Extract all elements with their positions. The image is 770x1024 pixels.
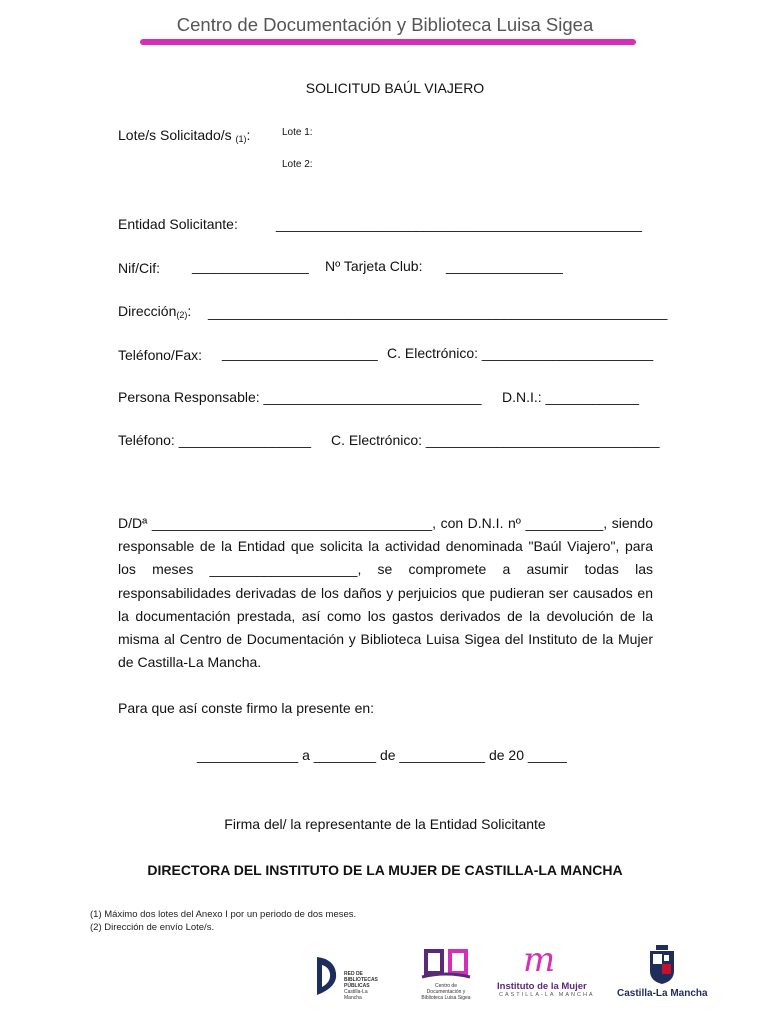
instituto-mujer-subtext: CASTILLA-LA MANCHA xyxy=(499,992,595,998)
instituto-m-icon: m xyxy=(523,940,556,980)
castilla-la-mancha-logo xyxy=(614,945,714,1003)
correo2-field[interactable]: C. Electrónico: ______________________________ xyxy=(331,432,660,448)
conste-text: Para que así conste firmo la presente en: xyxy=(118,700,375,716)
coat-of-arms-icon xyxy=(642,945,682,985)
persona-responsable-field[interactable]: Persona Responsable: ____________________________ xyxy=(118,389,482,405)
telefono-fax-line[interactable]: ____________________ xyxy=(222,345,378,361)
entidad-line[interactable]: _______________________________________________ xyxy=(276,216,642,232)
red-bibliotecas-text: RED DE BIBLIOTECAS PÚBLICAS xyxy=(344,971,378,989)
red-bibliotecas-logo xyxy=(314,955,384,1000)
telefono-field[interactable]: Teléfono: _________________ xyxy=(118,432,312,448)
footnote-2: (2) Dirección de envío Lote/s. xyxy=(90,922,215,933)
tarjeta-label: Nº Tarjeta Club: xyxy=(325,258,423,274)
red-bibliotecas-icon xyxy=(314,955,340,997)
centro-documentacion-logo xyxy=(418,947,473,1002)
open-book-icon xyxy=(420,947,472,981)
header-accent-bar xyxy=(140,39,636,45)
date-line[interactable]: _____________ a ________ de ___________ de 20 _____ xyxy=(197,747,567,763)
document-title: SOLICITUD BAÚL VIAJERO xyxy=(305,80,485,96)
declaration-line1: D/Dª ____________________________________, con D.N.I. nº __________, siendo xyxy=(118,515,653,531)
nif-line[interactable]: _______________ xyxy=(192,258,309,274)
telefono-fax-label: Teléfono/Fax: xyxy=(118,347,203,363)
declaration-body: responsable de la Entidad que solicita la actividad denominada "Baúl Viajero", para los meses ___________________, se compromete a asumir todas las responsabilidades derivadas de los daños y perjuicios que pudieran ser causados en la documentación prestada, así como los gastos derivados de la devolución de la misma al Centro de Documentación y Biblioteca Luisa Sigea del Instituto de la Mujer de Castilla-La Mancha. xyxy=(118,538,653,671)
footnote-1: (1) Máximo dos lotes del Anexo I por un periodo de dos meses. xyxy=(90,909,357,920)
castilla-la-mancha-text: Castilla-La Mancha xyxy=(617,988,708,999)
header-title: Centro de Documentación y Biblioteca Luisa Sigea xyxy=(176,14,594,35)
lote1-field[interactable]: Lote 1: xyxy=(282,127,313,138)
signature-label: Firma del/ la representante de la Entidad Solicitante xyxy=(224,816,546,832)
direccion-line[interactable]: ___________________________________________________________ xyxy=(208,304,668,320)
instituto-mujer-text: Instituto de la Mujer xyxy=(497,981,587,992)
tarjeta-line[interactable]: _______________ xyxy=(446,258,563,274)
nif-label: Nif/Cif: xyxy=(118,260,160,276)
lote2-field[interactable]: Lote 2: xyxy=(282,159,313,170)
directora-heading: DIRECTORA DEL INSTITUTO DE LA MUJER DE CASTILLA-LA MANCHA xyxy=(147,862,623,878)
entidad-label: Entidad Solicitante: xyxy=(118,216,238,232)
footnotes xyxy=(90,908,356,934)
direccion-label: Dirección$_{(2)}$: xyxy=(118,303,192,320)
correo1-field[interactable]: C. Electrónico: ______________________ xyxy=(387,345,654,361)
red-bibliotecas-subtext: Castilla-La Mancha xyxy=(344,989,368,1001)
declaration-paragraph xyxy=(118,512,653,674)
dni-field[interactable]: D.N.I.: ____________ xyxy=(502,389,639,405)
centro-documentacion-text: Centro de Documentación y Biblioteca Luisa Sigea xyxy=(421,983,471,1001)
instituto-mujer-logo xyxy=(495,940,595,1001)
lotes-label: Lote/s Solicitado/s $_{(1)}$: xyxy=(118,127,251,144)
